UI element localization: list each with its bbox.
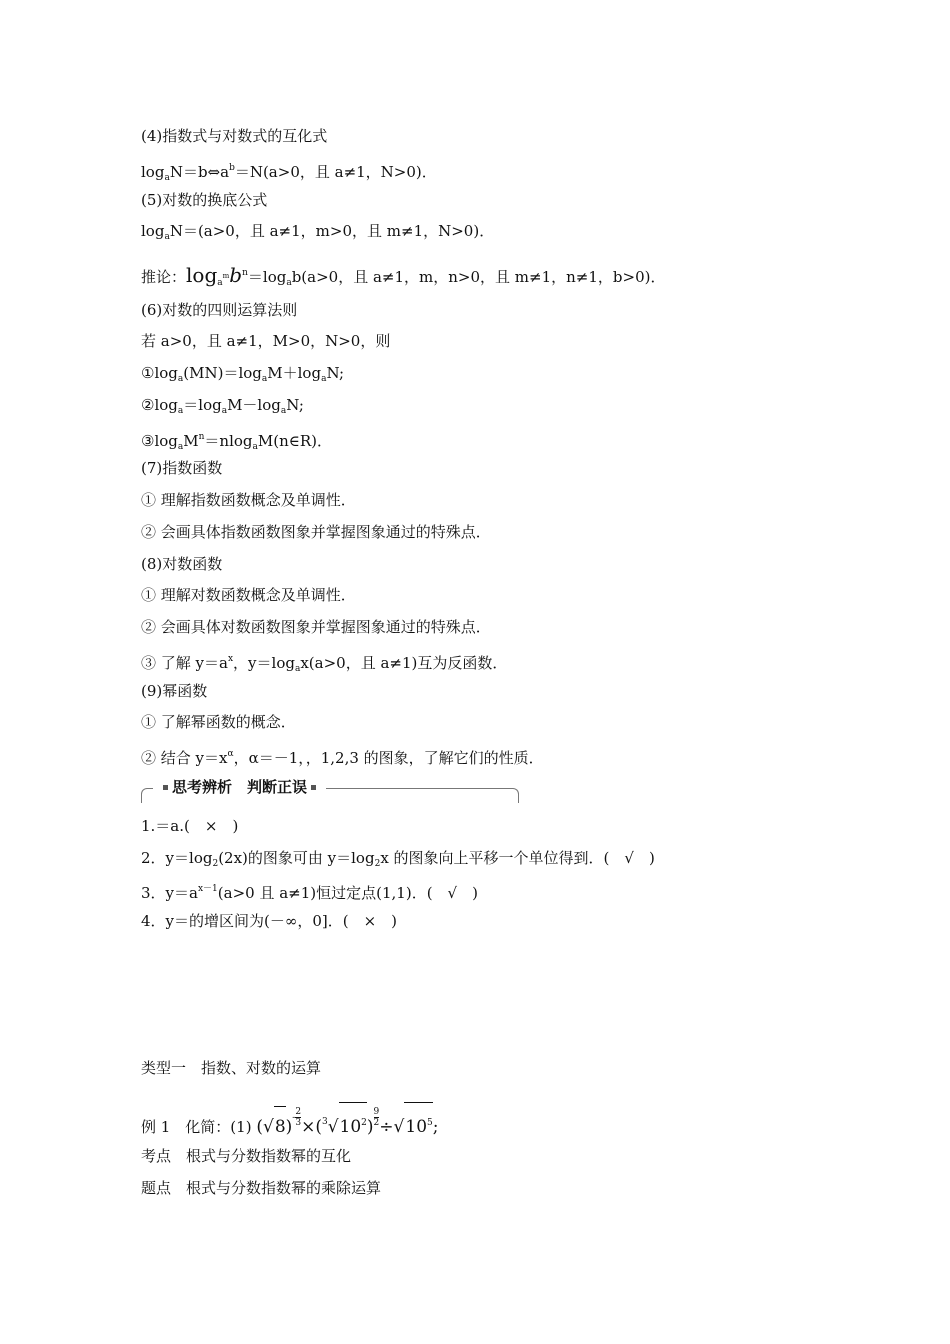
- rule-3: $③\log_aM^n=nlog_aM(n\in R)$．: [141, 432, 333, 452]
- section-9-item-2: ② 结合 $y=x^\alpha$，α＝－1，，1,2,3 的图象，了解它们的性质．: [141, 749, 544, 767]
- section-5-title: (5)对数的换底公式: [141, 191, 268, 209]
- section-5-corollary: 推论：$\log_{a^m}b^n=\log_ab(a>0$，且 a≠1，m，n>0，且 m≠1，n≠1，b>0)．: [141, 263, 666, 288]
- tidian: 题点 根式与分数指数幂的乘除运算: [141, 1179, 382, 1197]
- section-7-item-1: ① 理解指数函数概念及单调性．: [141, 491, 356, 509]
- section-8-item-3: ③ 了解 $y=a^x$，$y=\log_ax(a>0$，且 a≠1)互为反函数．: [141, 654, 508, 674]
- think-box-label: 思考辨析 判断正误: [153, 776, 326, 798]
- section-9-item-1: ① 了解幂函数的概念．: [141, 713, 296, 731]
- section-5-formula: $\log_aN=(a>0$，且 a≠1，m>0，且 m≠1，N>0)．: [141, 222, 495, 242]
- rule-1: $①\log_a(MN)=\log_aM+\log_aN$;: [141, 364, 345, 384]
- type-1-heading: 类型一 指数、对数的运算: [141, 1059, 322, 1077]
- section-8-title: (8)对数函数: [141, 555, 223, 573]
- section-7-item-2: ② 会画具体指数函数图象并掌握图象通过的特殊点．: [141, 523, 491, 541]
- example-1: 例 1 化简：(1) $(√8)^{- \frac{2}{3}}$ $\times(^3√10^2)$ $^{\frac{9}{2}}$ $\div√10^5$;: [141, 1098, 438, 1138]
- kaodian: 考点 根式与分数指数幂的互化: [141, 1147, 352, 1165]
- section-4-title: (4)指数式与对数式的互化式: [141, 127, 328, 145]
- section-7-title: (7)指数函数: [141, 459, 223, 477]
- square-bullet-icon: [311, 785, 316, 790]
- section-8-item-1: ① 理解对数函数概念及单调性．: [141, 586, 356, 604]
- section-9-title: (9)幂函数: [141, 682, 208, 700]
- question-1: 1.＝a.( × ): [141, 817, 239, 835]
- section-8-item-2: ② 会画具体对数函数图象并掌握图象通过的特殊点．: [141, 618, 491, 636]
- square-bullet-icon: [163, 785, 168, 790]
- rule-2: $②\log_a=\log_aM-\log_aN$;: [141, 396, 304, 416]
- question-4: 4．y＝的增区间为(－∞，0]．( × ): [141, 912, 398, 930]
- question-3: 3．$y=a^{x-1}(a>0$ 且 a≠1)恒过定点(1,1)．( √ ): [141, 884, 478, 902]
- question-2: 2．$y=\log_2(2x)$的图象可由 $y=\log_2x$ 的图象向上平移一个单位得到．( √ ): [141, 849, 655, 869]
- think-box-header: [141, 776, 519, 804]
- math-expression: $(√8)^{- \frac{2}{3}}$ $\times(^3√10^2)$ $^{\frac{9}{2}}$ $\div√10^5$;: [256, 1117, 438, 1137]
- section-6-condition: 若 a>0，且 a≠1，M>0，N>0，则: [141, 332, 391, 350]
- section-4-formula: $\log_aN=b\Leftrightarrow a^b=N(a>0$，且 a≠1，N>0)．: [141, 163, 437, 183]
- section-6-title: (6)对数的四则运算法则: [141, 301, 298, 319]
